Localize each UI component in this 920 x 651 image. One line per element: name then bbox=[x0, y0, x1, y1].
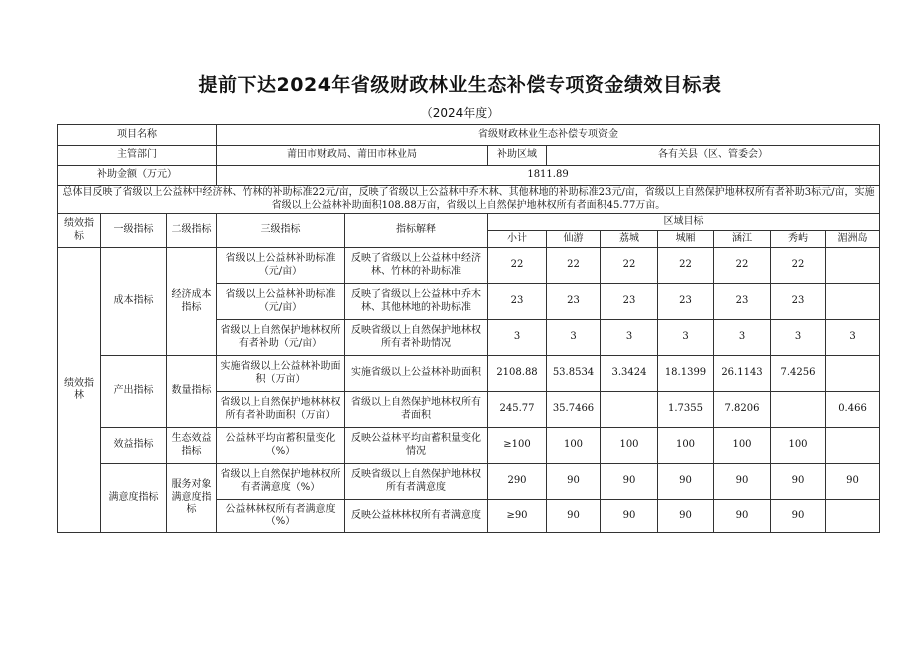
level2-quantity: 数量指标 bbox=[167, 356, 217, 428]
level1-satisfaction: 满意度指标 bbox=[101, 464, 167, 533]
value-cell: 90 bbox=[547, 464, 601, 500]
summary-text: 总体目反映了省级以上公益林中经济林、竹林的补助标准22元/亩，反映了省级以上公益林中乔木林、其他林地的补助标准23元/亩，省级以上自然保护地林权所有者补助3标元/亩，实施省级以上公益林补助面积108.88万亩，省级以上自然保护地林权所有者面积45.77万亩。 bbox=[58, 186, 880, 214]
value-cell: 3 bbox=[547, 320, 601, 356]
value-cell: 22 bbox=[601, 248, 658, 284]
value-cell: 3 bbox=[488, 320, 547, 356]
value-cell: 100 bbox=[658, 428, 714, 464]
region-header: 涵江 bbox=[714, 231, 771, 248]
value-cell bbox=[826, 500, 880, 533]
value-cell: 18.1399 bbox=[658, 356, 714, 392]
value-cell: 100 bbox=[714, 428, 771, 464]
performance-target-table bbox=[57, 124, 880, 533]
value-cell: 22 bbox=[771, 248, 826, 284]
value-cell bbox=[771, 392, 826, 428]
value-cell: 22 bbox=[488, 248, 547, 284]
value-cell: 90 bbox=[714, 464, 771, 500]
value-cell: 2108.88 bbox=[488, 356, 547, 392]
dept-row bbox=[58, 146, 880, 166]
indicator-cell: 省级以上自然保护地林权所有者补助（元/亩） bbox=[217, 320, 345, 356]
value-cell: 22 bbox=[714, 248, 771, 284]
amount-label: 补助金额（万元） bbox=[58, 166, 217, 186]
value-cell: 7.4256 bbox=[771, 356, 826, 392]
value-cell: 3 bbox=[601, 320, 658, 356]
value-cell: 3 bbox=[826, 320, 880, 356]
value-cell: 90 bbox=[601, 464, 658, 500]
header-performance: 绩效指标 bbox=[58, 214, 101, 248]
value-cell: 90 bbox=[601, 500, 658, 533]
value-cell: 90 bbox=[826, 464, 880, 500]
value-cell: 23 bbox=[714, 284, 771, 320]
value-cell: 23 bbox=[488, 284, 547, 320]
indicator-cell: 省级以上自然保护地林林权所有者补助面积（万亩） bbox=[217, 392, 345, 428]
value-cell: 53.8534 bbox=[547, 356, 601, 392]
group-label: 绩效指林 bbox=[58, 248, 101, 533]
region-label: 补助区域 bbox=[488, 146, 547, 166]
page-subtitle: （2024年度） bbox=[420, 106, 500, 120]
value-cell: 1.7355 bbox=[658, 392, 714, 428]
value-cell: 90 bbox=[658, 464, 714, 500]
explanation-cell: 反映公益林林权所有者满意度 bbox=[345, 500, 488, 533]
table-row bbox=[58, 356, 880, 392]
level2-economic-cost: 经济成本指标 bbox=[167, 248, 217, 356]
value-cell: 23 bbox=[547, 284, 601, 320]
value-cell: 90 bbox=[658, 500, 714, 533]
header-explanation: 指标解释 bbox=[345, 214, 488, 248]
explanation-cell: 反映了省级以上公益林中乔木林、其他林地的补助标准 bbox=[345, 284, 488, 320]
region-header: 秀屿 bbox=[771, 231, 826, 248]
explanation-cell: 实施省级以上公益林补助面积 bbox=[345, 356, 488, 392]
value-cell: 35.7466 bbox=[547, 392, 601, 428]
table-row bbox=[58, 464, 880, 500]
page-title: 提前下达2024年省级财政林业生态补偿专项资金绩效目标表 bbox=[198, 74, 722, 96]
value-cell: 90 bbox=[771, 500, 826, 533]
value-cell: 7.8206 bbox=[714, 392, 771, 428]
level1-cost: 成本指标 bbox=[101, 248, 167, 356]
indicator-cell: 公益林平均亩蓄积量变化（%） bbox=[217, 428, 345, 464]
level2-ecological: 生态效益指标 bbox=[167, 428, 217, 464]
explanation-cell: 反映省级以上自然保护地林权所有者满意度 bbox=[345, 464, 488, 500]
header-region-target: 区域目标 bbox=[488, 214, 880, 231]
value-cell: 3.3424 bbox=[601, 356, 658, 392]
project-name-label: 项目名称 bbox=[58, 125, 217, 146]
value-cell: 23 bbox=[601, 284, 658, 320]
value-cell: 100 bbox=[771, 428, 826, 464]
region-value: 各有关县（区、管委会） bbox=[547, 146, 880, 166]
dept-value: 莆田市财政局、莆田市林业局 bbox=[217, 146, 488, 166]
value-cell: 22 bbox=[658, 248, 714, 284]
explanation-cell: 省级以上自然保护地林权所有者面积 bbox=[345, 392, 488, 428]
indicator-cell: 省级以上自然保护地林权所有者满意度（%） bbox=[217, 464, 345, 500]
indicator-cell: 省级以上公益林补助标准（元/亩） bbox=[217, 284, 345, 320]
value-cell: 245.77 bbox=[488, 392, 547, 428]
value-cell bbox=[826, 248, 880, 284]
header-row bbox=[58, 214, 880, 231]
value-cell: 100 bbox=[547, 428, 601, 464]
level1-output: 产出指标 bbox=[101, 356, 167, 428]
header-level2: 二级指标 bbox=[167, 214, 217, 248]
region-header: 城厢 bbox=[658, 231, 714, 248]
region-header: 仙游 bbox=[547, 231, 601, 248]
explanation-cell: 反映公益林平均亩蓄积量变化情况 bbox=[345, 428, 488, 464]
dept-label: 主管部门 bbox=[58, 146, 217, 166]
value-cell: 3 bbox=[771, 320, 826, 356]
value-cell bbox=[601, 392, 658, 428]
header-level1: 一级指标 bbox=[101, 214, 167, 248]
value-cell: 26.1143 bbox=[714, 356, 771, 392]
value-cell: 90 bbox=[714, 500, 771, 533]
value-cell: 90 bbox=[547, 500, 601, 533]
region-header: 小计 bbox=[488, 231, 547, 248]
value-cell: 0.466 bbox=[826, 392, 880, 428]
project-name-value: 省级财政林业生态补偿专项资金 bbox=[217, 125, 880, 146]
explanation-cell: 反映了省级以上公益林中经济林、竹林的补助标准 bbox=[345, 248, 488, 284]
value-cell bbox=[826, 356, 880, 392]
value-cell: 90 bbox=[771, 464, 826, 500]
value-cell: 3 bbox=[714, 320, 771, 356]
level1-benefit: 效益指标 bbox=[101, 428, 167, 464]
header-level3: 三级指标 bbox=[217, 214, 345, 248]
amount-value: 1811.89 bbox=[217, 166, 880, 186]
value-cell: 290 bbox=[488, 464, 547, 500]
value-cell bbox=[826, 284, 880, 320]
value-cell: ≥100 bbox=[488, 428, 547, 464]
indicator-cell: 省级以上公益林补助标准（元/亩） bbox=[217, 248, 345, 284]
value-cell bbox=[826, 428, 880, 464]
table-row bbox=[58, 248, 880, 284]
value-cell: 23 bbox=[771, 284, 826, 320]
region-header: 荔城 bbox=[601, 231, 658, 248]
value-cell: 100 bbox=[601, 428, 658, 464]
indicator-cell: 实施省级以上公益林补助面积（万亩） bbox=[217, 356, 345, 392]
value-cell: 3 bbox=[658, 320, 714, 356]
amount-row bbox=[58, 166, 880, 186]
region-header: 湄洲岛 bbox=[826, 231, 880, 248]
explanation-cell: 反映省级以上自然保护地林权所有者补助情况 bbox=[345, 320, 488, 356]
table-row bbox=[58, 428, 880, 464]
value-cell: 23 bbox=[658, 284, 714, 320]
indicator-cell: 公益林林权所有者满意度（%） bbox=[217, 500, 345, 533]
level2-service: 服务对象满意度指标 bbox=[167, 464, 217, 533]
project-name-row bbox=[58, 125, 880, 146]
value-cell: ≥90 bbox=[488, 500, 547, 533]
summary-row bbox=[58, 186, 880, 214]
value-cell: 22 bbox=[547, 248, 601, 284]
